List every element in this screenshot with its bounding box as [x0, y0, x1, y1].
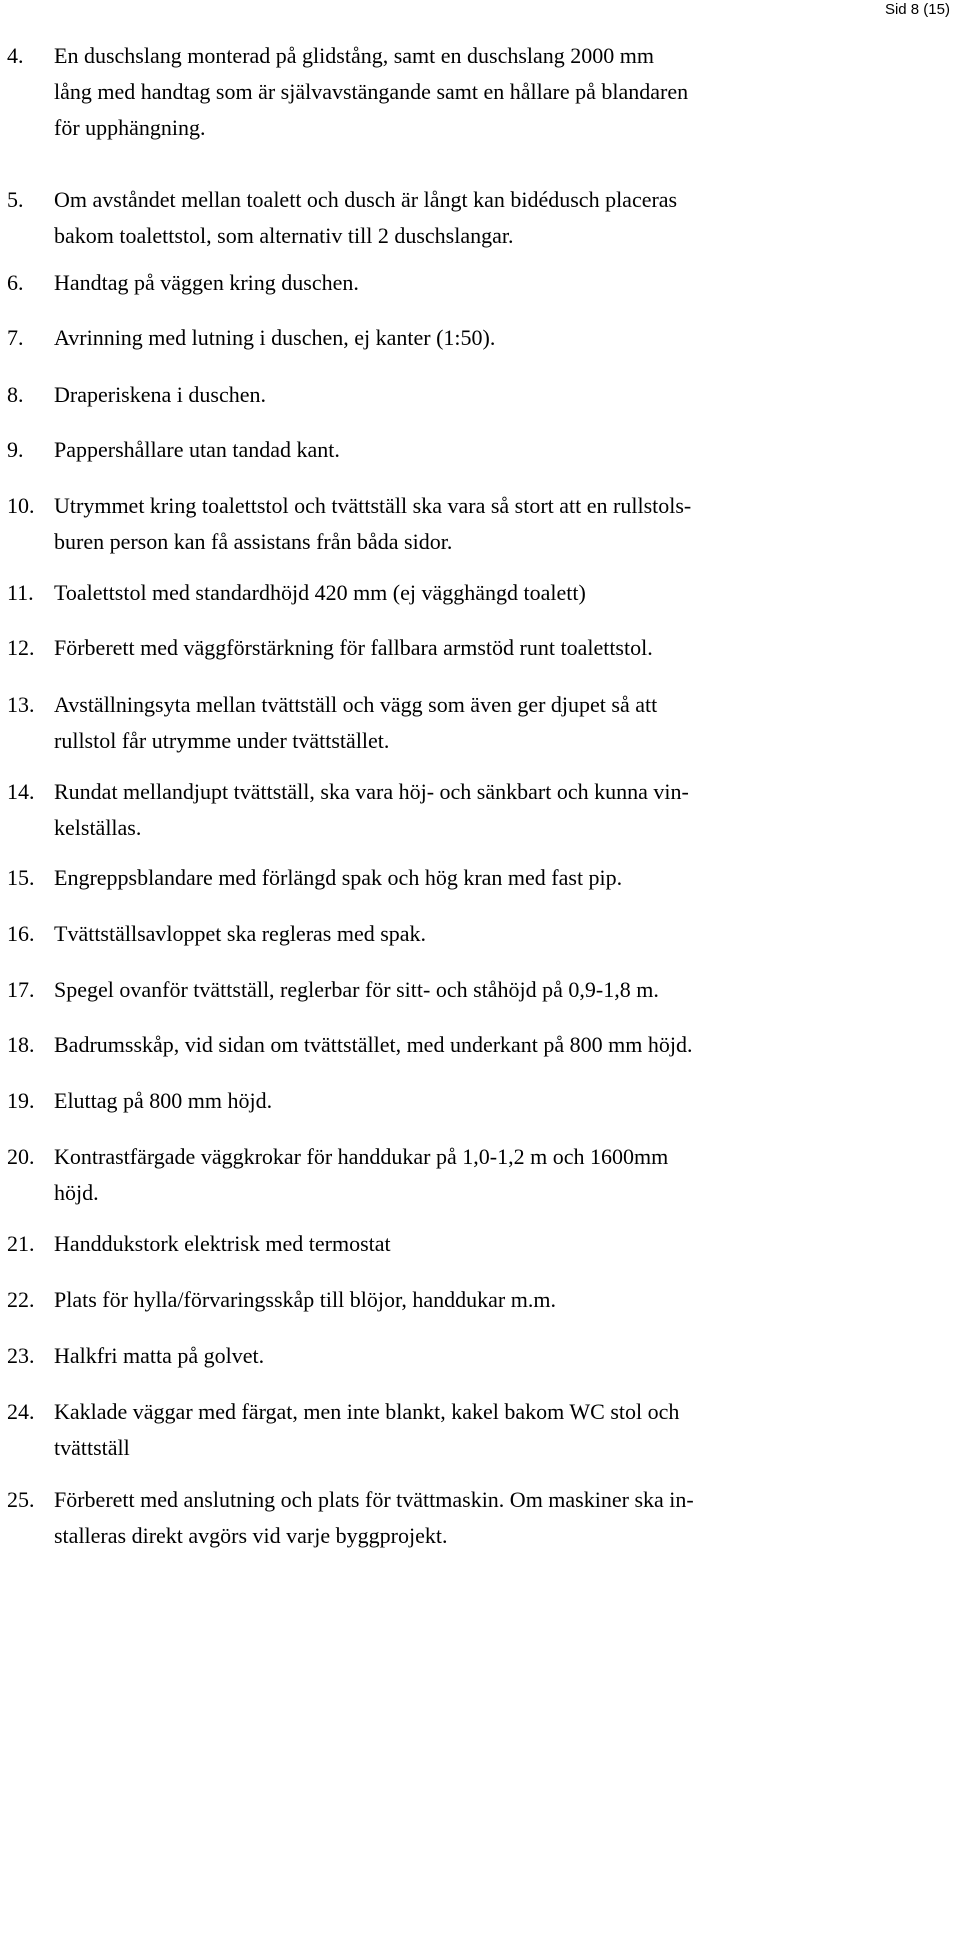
list-item-number: 12.	[7, 635, 35, 660]
list-item-text	[54, 774, 689, 846]
list-item-text	[54, 265, 359, 301]
list-item-text	[54, 1083, 272, 1119]
list-item-line: Avrinning med lutning i duschen, ej kanter (1:50).	[54, 325, 496, 350]
list-item-number: 15.	[7, 865, 35, 890]
list-item-line: Förberett med anslutning och plats för tvättmaskin. Om maskiner ska in-	[54, 1487, 694, 1512]
list-item-text	[54, 860, 622, 896]
list-item-text	[54, 320, 495, 356]
list-item-line: rullstol får utrymme under tvättstället.	[54, 728, 390, 753]
list-item-number: 8.	[7, 382, 24, 407]
list-item-line: för upphängning.	[54, 115, 206, 140]
list-item-line: tvättställ	[54, 1435, 130, 1460]
list-item-text	[54, 1226, 391, 1262]
list-item-text	[54, 972, 659, 1008]
list-item-text	[54, 1282, 556, 1318]
list-item-line: Badrumsskåp, vid sidan om tvättstället, med underkant på 800 mm höjd.	[54, 1032, 693, 1057]
list-item-text	[54, 630, 653, 666]
list-item-line: kelställas.	[54, 815, 142, 840]
list-item-number: 16.	[7, 921, 35, 946]
list-item-line: Draperiskena i duschen.	[54, 382, 266, 407]
list-item-line: Spegel ovanför tvättställ, reglerbar för sitt- och ståhöjd på 0,9-1,8 m.	[54, 977, 659, 1002]
list-item-line: Kaklade väggar med färgat, men inte blankt, kakel bakom WC stol och	[54, 1399, 680, 1424]
list-item-line: Halkfri matta på golvet.	[54, 1343, 265, 1368]
list-item-line: lång med handtag som är självavstängande samt en hållare på blandaren	[54, 79, 689, 104]
list-item-text	[54, 182, 677, 254]
list-item-number: 19.	[7, 1088, 35, 1113]
list-item-text	[54, 916, 426, 952]
list-item-text	[54, 1027, 693, 1063]
list-item-text	[54, 1394, 679, 1466]
list-item-number: 13.	[7, 692, 35, 717]
list-item-line: Tvättställsavloppet ska regleras med spak.	[54, 921, 427, 946]
list-item-line: stalleras direkt avgörs vid varje byggprojekt.	[54, 1523, 448, 1548]
list-item-number: 6.	[7, 270, 24, 295]
list-item-number: 23.	[7, 1343, 35, 1368]
list-item-line: Eluttag på 800 mm höjd.	[54, 1088, 273, 1113]
list-item-line: En duschslang monterad på glidstång, samt en duschslang 2000 mm	[54, 43, 655, 68]
list-item-line: bakom toalettstol, som alternativ till 2 duschslangar.	[54, 223, 514, 248]
list-item-text	[54, 377, 266, 413]
list-item-line: Avställningsyta mellan tvättställ och vägg som även ger djupet så att	[54, 692, 658, 717]
list-item-line: Rundat mellandjupt tvättställ, ska vara höj- och sänkbart och kunna vin-	[54, 779, 689, 804]
page-number: Sid 8 (15)	[884, 1, 950, 18]
list-item-text	[54, 488, 691, 560]
list-item-number: 11.	[7, 580, 34, 605]
list-item-line: Kontrastfärgade väggkrokar för handdukar på 1,0-1,2 m och 1600mm	[54, 1144, 669, 1169]
list-item-line: Pappershållare utan tandad kant.	[54, 437, 340, 462]
list-item-text	[54, 432, 340, 468]
list-item-number: 9.	[7, 437, 24, 462]
list-item-text	[54, 1482, 694, 1554]
list-item-number: 7.	[7, 325, 24, 350]
list-item-line: Handtag på väggen kring duschen.	[54, 270, 359, 295]
list-item-line: Engreppsblandare med förlängd spak och hög kran med fast pip.	[54, 865, 623, 890]
list-item-number: 21.	[7, 1231, 35, 1256]
list-item-number: 10.	[7, 493, 35, 518]
list-item-line: Om avståndet mellan toalett och dusch är långt kan bidédusch placeras	[54, 187, 678, 212]
list-item-text	[54, 687, 657, 759]
list-item-number: 4.	[7, 43, 24, 68]
list-item-number: 25.	[7, 1487, 35, 1512]
list-item-text	[54, 575, 586, 611]
list-item-line: buren person kan få assistans från båda sidor.	[54, 529, 453, 554]
list-item-number: 17.	[7, 977, 35, 1002]
list-item-number: 14.	[7, 779, 35, 804]
list-item-line: Handdukstork elektrisk med termostat	[54, 1231, 391, 1256]
list-item-text	[54, 1139, 668, 1211]
list-item-line: Utrymmet kring toalettstol och tvättställ ska vara så stort att en rullstols-	[54, 493, 692, 518]
list-item-number: 24.	[7, 1399, 35, 1424]
list-item-line: Toalettstol med standardhöjd 420 mm (ej vägghängd toalett)	[54, 580, 586, 605]
list-item-number: 22.	[7, 1287, 35, 1312]
list-item-line: Förberett med väggförstärkning för fallbara armstöd runt toalettstol.	[54, 635, 653, 660]
list-item-line: höjd.	[54, 1180, 99, 1205]
list-item-text	[54, 1338, 264, 1374]
list-item-text	[54, 38, 688, 146]
list-item-number: 18.	[7, 1032, 35, 1057]
list-item-number: 5.	[7, 187, 24, 212]
list-item-number: 20.	[7, 1144, 35, 1169]
list-item-line: Plats för hylla/förvaringsskåp till blöjor, handdukar m.m.	[54, 1287, 556, 1312]
